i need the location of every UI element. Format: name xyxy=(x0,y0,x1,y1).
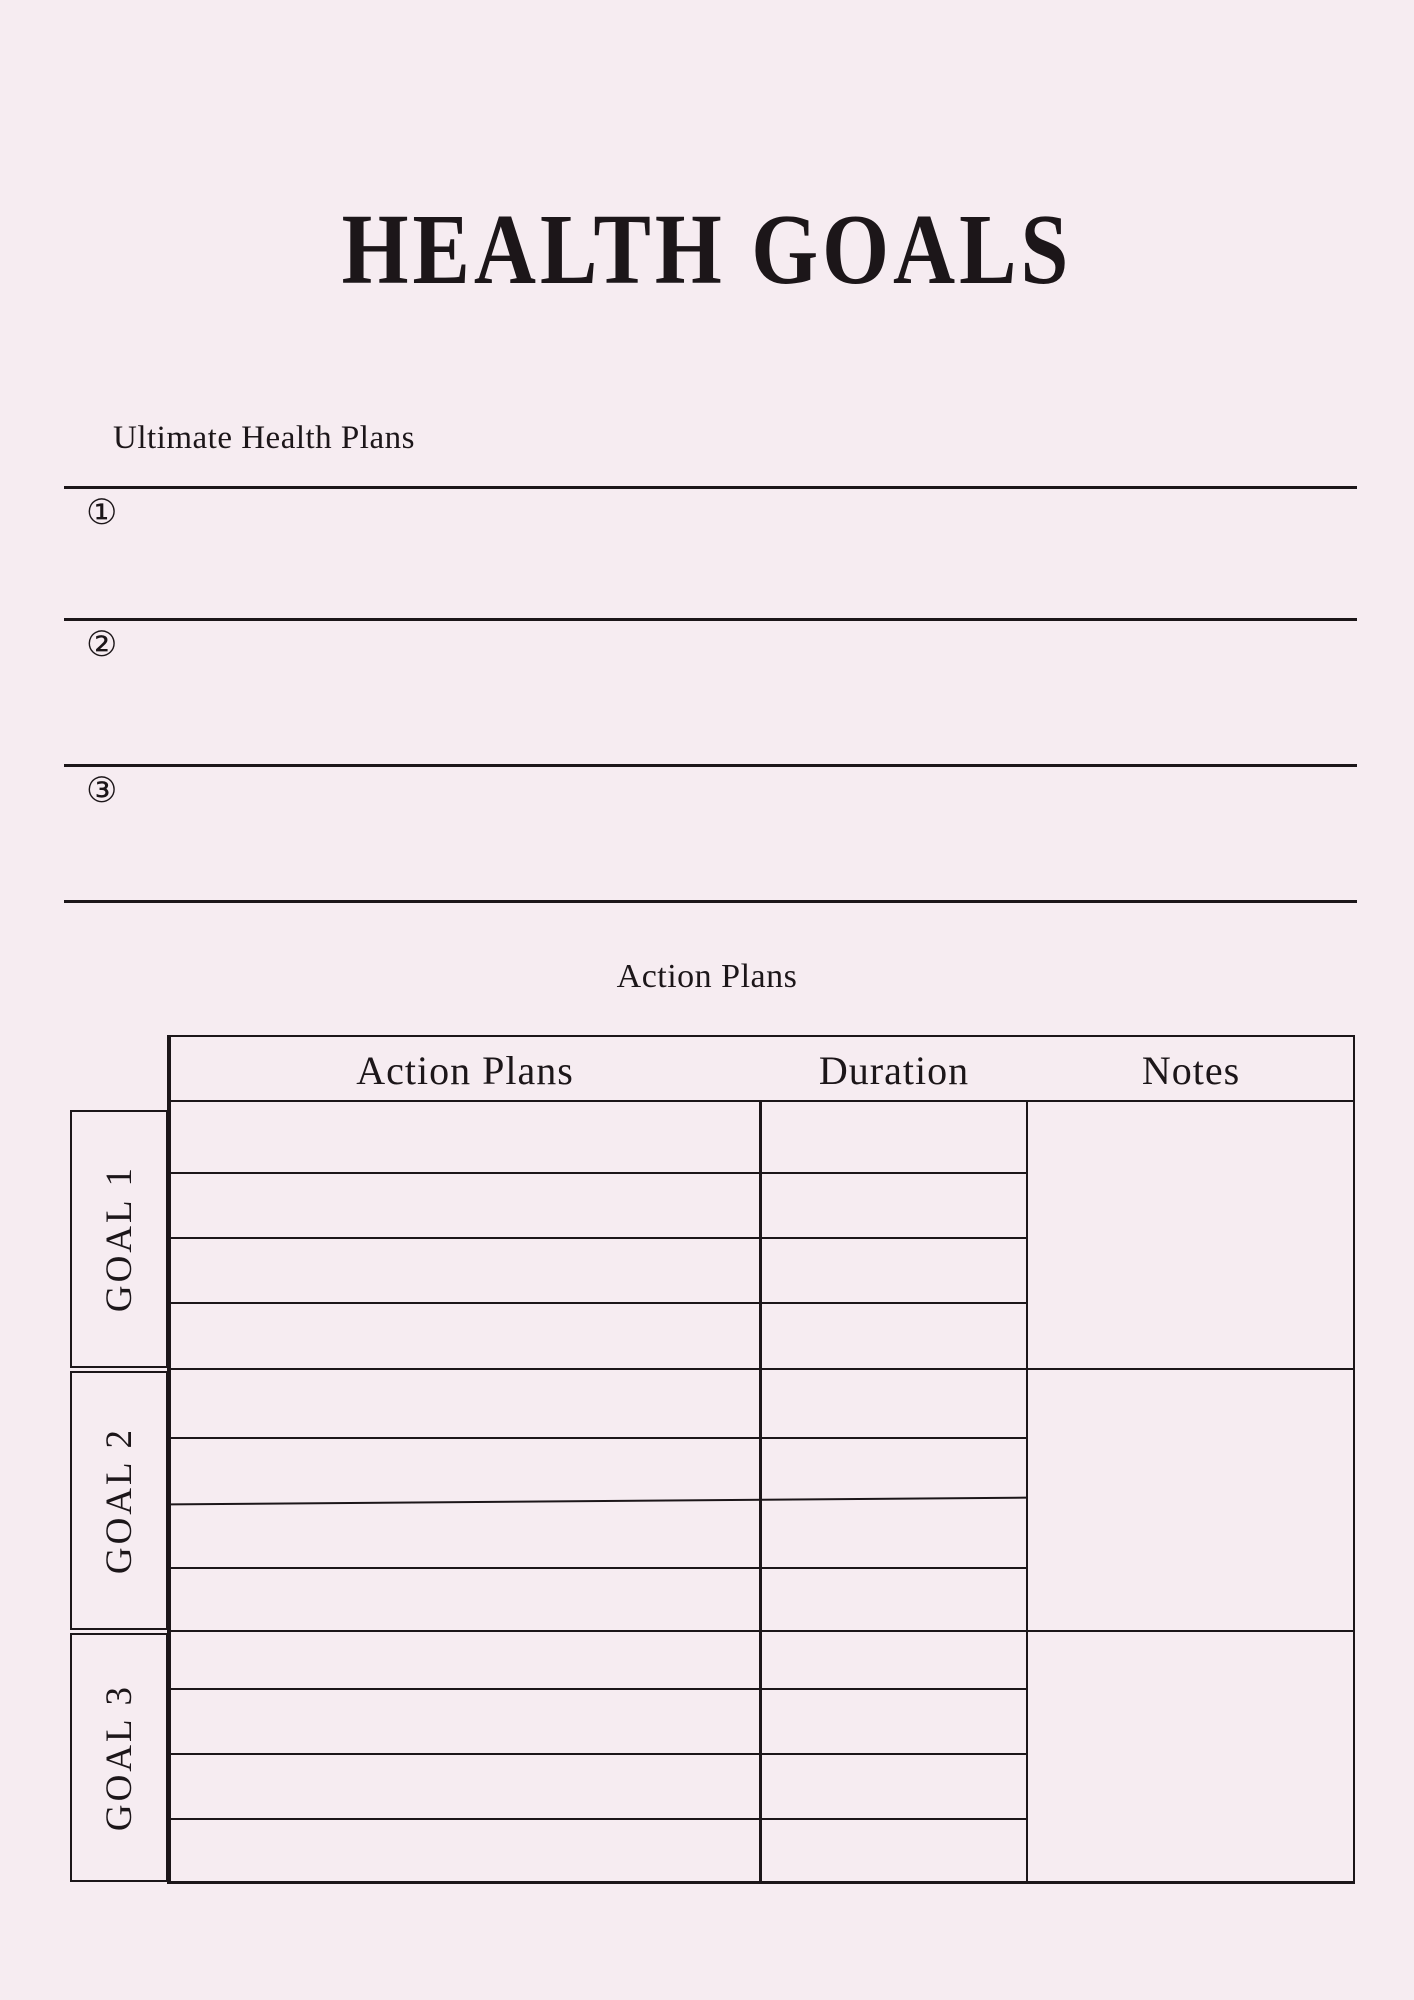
goal-1-duration-cell-1[interactable] xyxy=(765,1107,1023,1169)
goal-3-notes-cell[interactable] xyxy=(1031,1636,1350,1876)
divider-line xyxy=(64,618,1357,621)
goal-2-label-box xyxy=(70,1371,168,1630)
goal-1-duration-cell-2[interactable] xyxy=(765,1175,1023,1234)
goal-1-action-plan-cell-3[interactable] xyxy=(174,1240,756,1299)
column-divider-duration xyxy=(759,1102,762,1884)
goal-3-action-plan-cell-3[interactable] xyxy=(174,1756,756,1815)
row-line xyxy=(171,1437,1027,1439)
goal-1-action-plan-cell-1[interactable] xyxy=(174,1107,756,1169)
goal-3-duration-cell-1[interactable] xyxy=(765,1636,1023,1685)
row-line xyxy=(171,1753,1027,1755)
goal-3-label-box xyxy=(70,1633,168,1882)
divider-line xyxy=(64,764,1357,767)
divider-line xyxy=(64,900,1357,903)
goal-3-action-plan-cell-4[interactable] xyxy=(174,1821,756,1876)
row-line xyxy=(171,1302,1027,1304)
goal-1-label: GOAL 1 xyxy=(98,1165,140,1313)
goal-2-action-plan-cell-2[interactable] xyxy=(174,1440,756,1497)
column-header-notes: Notes xyxy=(1141,1047,1241,1093)
row-line xyxy=(171,1818,1027,1820)
goal-1-duration-cell-4[interactable] xyxy=(765,1305,1023,1363)
goal-3-action-plan-cell-1[interactable] xyxy=(174,1636,756,1685)
goal-1-duration-cell-3[interactable] xyxy=(765,1240,1023,1299)
goal-3-label: GOAL 3 xyxy=(98,1683,140,1832)
ultimate-health-plans-heading: Ultimate Health Plans xyxy=(113,420,415,456)
goal-2-label: GOAL 2 xyxy=(98,1426,140,1575)
goal-1-action-plan-cell-2[interactable] xyxy=(174,1175,756,1234)
column-header-action-plans: Action Plans xyxy=(356,1047,574,1093)
row-line xyxy=(171,1688,1027,1690)
goal-2-duration-cell-4[interactable] xyxy=(765,1570,1023,1625)
goal-3-duration-cell-3[interactable] xyxy=(765,1756,1023,1815)
goal-1-notes-cell[interactable] xyxy=(1031,1107,1350,1363)
goal-group-divider xyxy=(171,1630,1353,1632)
goal-2-duration-cell-1[interactable] xyxy=(765,1374,1023,1434)
row-line xyxy=(171,1237,1027,1239)
goal-3-duration-cell-4[interactable] xyxy=(765,1821,1023,1876)
goal-3-action-plan-cell-2[interactable] xyxy=(174,1691,756,1750)
plan-write-area-3[interactable] xyxy=(64,770,1357,896)
plan-write-area-1[interactable] xyxy=(64,492,1357,614)
action-plans-heading: Action Plans xyxy=(616,958,798,995)
goal-1-label-box xyxy=(70,1110,168,1368)
goal-2-notes-cell[interactable] xyxy=(1031,1374,1350,1625)
column-divider-notes xyxy=(1026,1102,1028,1884)
row-line xyxy=(171,1172,1027,1174)
table-header-top-border xyxy=(168,1035,1355,1037)
plan-number-3: ③ xyxy=(86,771,118,811)
goal-2-duration-cell-2[interactable] xyxy=(765,1440,1023,1497)
goal-1-action-plan-cell-4[interactable] xyxy=(174,1305,756,1363)
goal-2-duration-cell-3[interactable] xyxy=(765,1503,1023,1564)
divider-line xyxy=(64,486,1357,489)
page-title: HEALTH GOALS xyxy=(341,193,1073,306)
goal-2-action-plan-cell-1[interactable] xyxy=(174,1374,756,1434)
row-line xyxy=(171,1567,1027,1569)
goal-2-action-plan-cell-3[interactable] xyxy=(174,1503,756,1564)
plan-number-1: ① xyxy=(86,493,118,533)
goal-2-action-plan-cell-4[interactable] xyxy=(174,1570,756,1625)
plan-write-area-2[interactable] xyxy=(64,624,1357,760)
plan-number-2: ② xyxy=(86,625,118,665)
goal-group-divider xyxy=(171,1368,1353,1370)
goal-3-duration-cell-2[interactable] xyxy=(765,1691,1023,1750)
column-header-duration: Duration xyxy=(818,1047,970,1093)
table-right-border xyxy=(1353,1035,1355,1884)
